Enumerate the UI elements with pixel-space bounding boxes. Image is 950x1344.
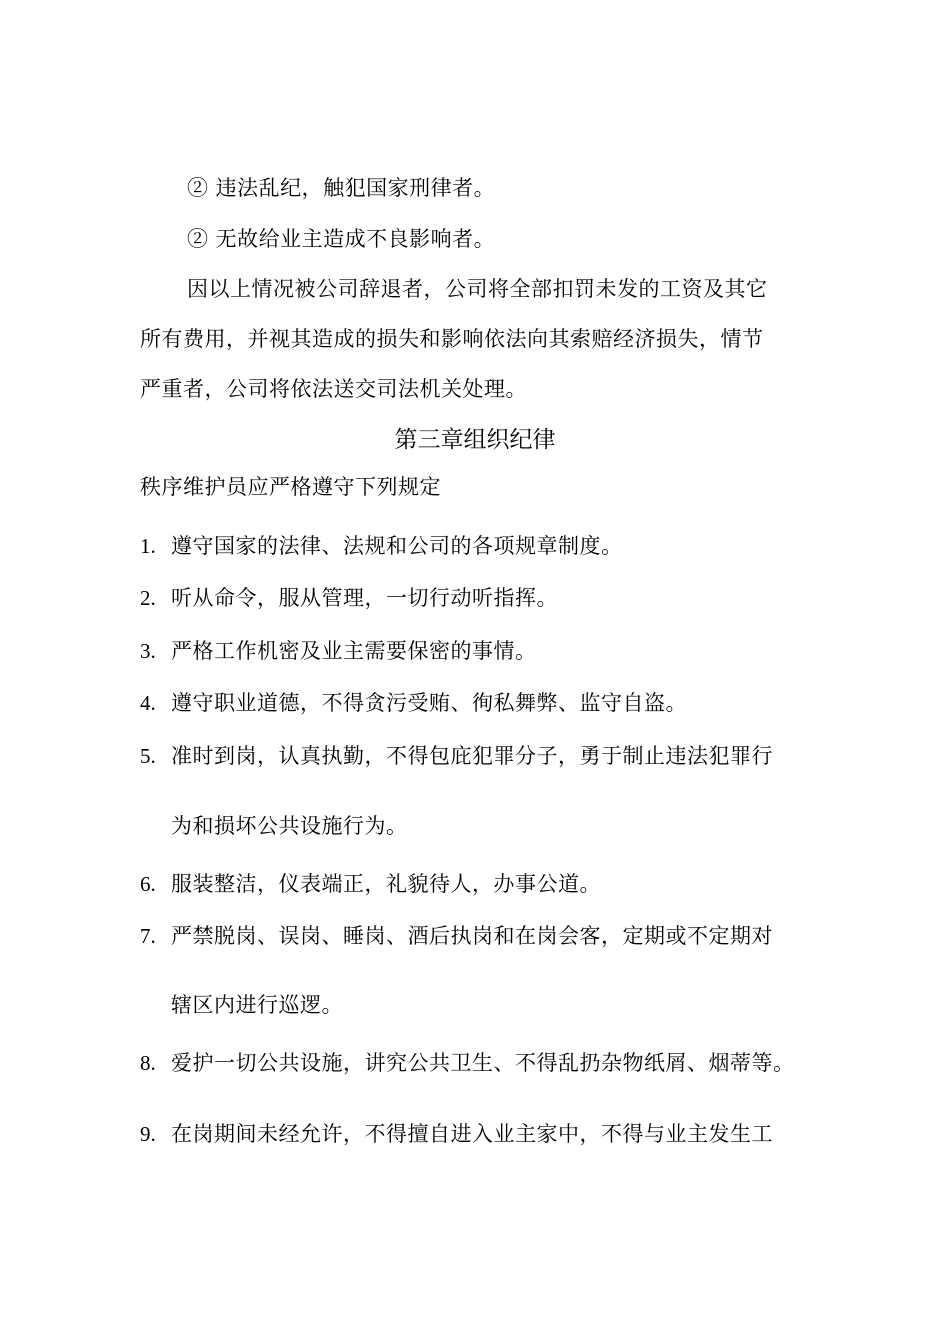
list-item-text: 听从命令，服从管理，一切行动听指挥。 xyxy=(171,586,558,610)
list-item-text: 遵守国家的法律、法规和公司的各项规章制度。 xyxy=(171,534,623,558)
list-item-number: 1. xyxy=(140,534,156,558)
list-item-text: 严格工作机密及业主需要保密的事情。 xyxy=(171,639,537,663)
list-item-text: 爱护一切公共设施，讲究公共卫生、不得乱扔杂物纸屑、烟蒂等。 xyxy=(171,1051,795,1075)
intro-line-1: ② 违法乱纪，触犯国家刑律者。 xyxy=(187,176,496,200)
list-item-number: 7. xyxy=(140,924,156,948)
intro-paragraph-line-1: 因以上情况被公司辞退者，公司将全部扣罚未发的工资及其它 xyxy=(187,277,768,301)
list-item-text: 遵守职业道德，不得贪污受贿、徇私舞弊、监守自盗。 xyxy=(171,691,687,715)
list-item-number: 8. xyxy=(140,1051,156,1075)
list-item-number: 4. xyxy=(140,691,156,715)
intro-paragraph-line-3: 严重者，公司将依法送交司法机关处理。 xyxy=(140,377,527,401)
list-item-number: 2. xyxy=(140,586,156,610)
chapter-subtitle: 秩序维护员应严格遵守下列规定 xyxy=(140,475,441,499)
chapter-title: 第三章组织纪律 xyxy=(394,427,556,453)
intro-paragraph-line-2: 所有费用，并视其造成的损失和影响依法向其索赔经济损失，情节 xyxy=(140,327,764,351)
intro-line-2: ② 无故给业主造成不良影响者。 xyxy=(187,227,496,251)
list-item-number: 9. xyxy=(140,1122,156,1146)
list-item-number: 3. xyxy=(140,639,156,663)
list-item-number: 6. xyxy=(140,872,156,896)
list-item-text: 服装整洁，仪表端正，礼貌待人，办事公道。 xyxy=(171,872,601,896)
list-item-text: 在岗期间未经允许，不得擅自进入业主家中，不得与业主发生工 xyxy=(171,1122,773,1146)
list-item-text: 准时到岗，认真执勤，不得包庇犯罪分子，勇于制止违法犯罪行 xyxy=(171,744,773,768)
list-item-text: 严禁脱岗、误岗、睡岗、酒后执岗和在岗会客，定期或不定期对 xyxy=(171,924,773,948)
list-item-number: 5. xyxy=(140,744,156,768)
list-item-text-continued: 辖区内进行巡逻。 xyxy=(171,993,343,1017)
list-item-text-continued: 为和损坏公共设施行为。 xyxy=(171,814,408,838)
